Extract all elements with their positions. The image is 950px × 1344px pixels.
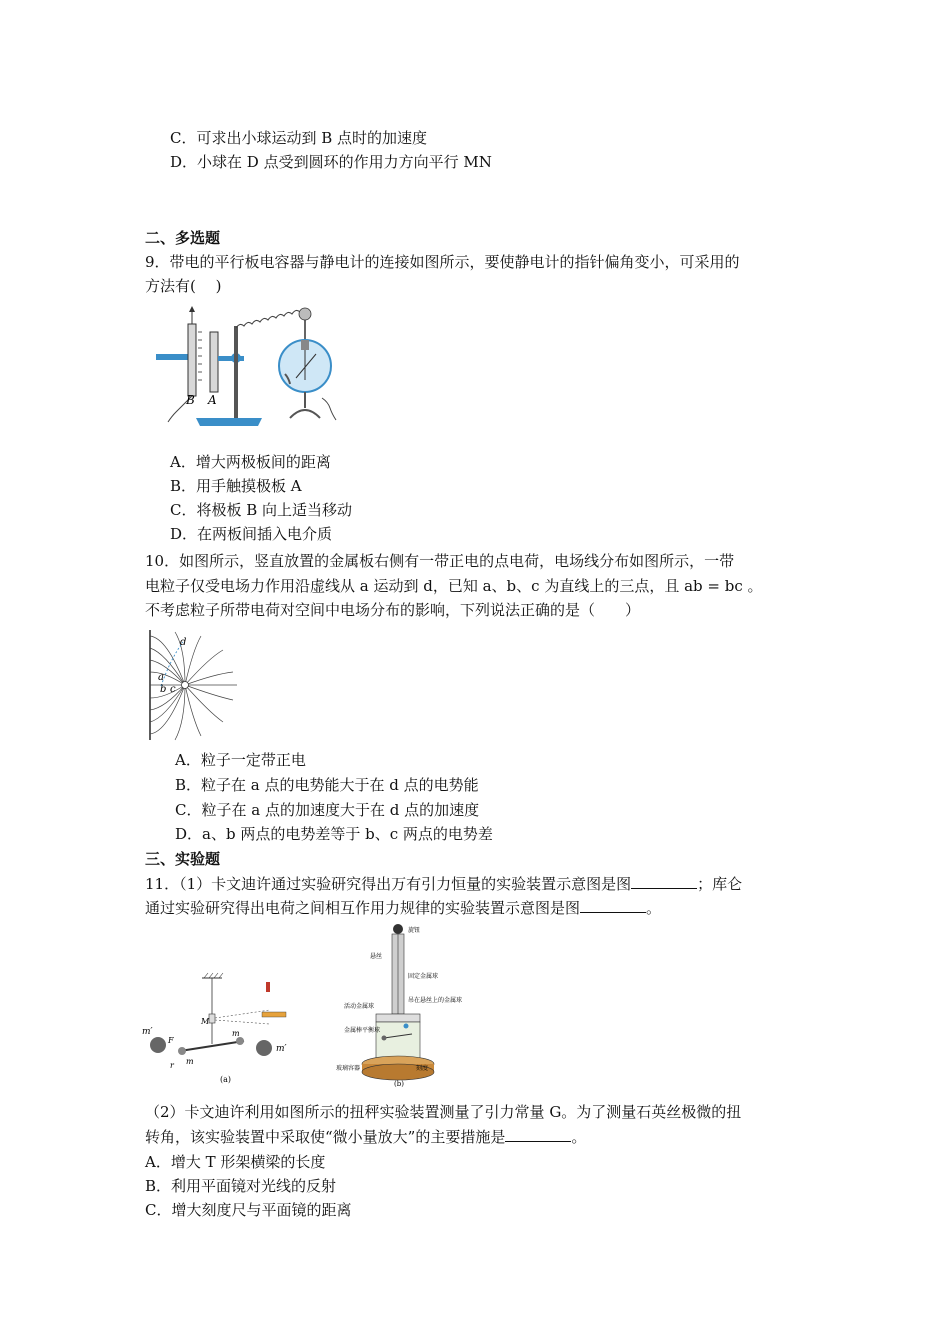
q10-label-d: d [180, 637, 187, 648]
q11-stem-line2-tail: 。 [646, 899, 662, 917]
q9-label-a: A [208, 393, 217, 407]
q9-electrometer-top [301, 340, 309, 350]
q11-part2-line1: （2）卡文迪许利用如图所示的扭秤实验装置测量了引力常量 G。为了测量石英丝极微的扭 [145, 1103, 742, 1121]
q11b-label-scale: 刻度 [416, 1065, 429, 1072]
q11b-hung-ball [382, 1036, 387, 1041]
q10-option-d: D．a、b 两点的电势差等于 b、c 两点的电势差 [175, 825, 493, 843]
q11-stem-line1 [145, 872, 742, 896]
q11a-small-ball-left [178, 1047, 186, 1055]
q11-figure-b [336, 922, 463, 1088]
q11-stem-line1-text: 11．（1）卡文迪许通过实验研究得出万有引力恒量的实验装置示意图是图 [145, 875, 632, 893]
q10-stem-line3: 不考虑粒子所带电荷对空间中电场分布的影响，下列说法正确的是（ ） [145, 601, 641, 619]
q11-option-b: B．利用平面镜对光线的反射 [145, 1177, 337, 1195]
q11a-label-m-right: m [232, 1029, 240, 1038]
q9-label-b: B [186, 393, 195, 407]
q11-stem-line2-text: 通过实验研究得出电荷之间相互作用力规律的实验装置示意图是图 [145, 899, 581, 917]
q9-option-d: D．在两板间插入电介质 [170, 525, 333, 543]
q9-electrometer-feet [290, 410, 320, 418]
q11b-caption: (b) [394, 1080, 404, 1088]
q11a-light-ray-2 [215, 1020, 270, 1024]
q11b-label-moving-ball: 活动金属球 [344, 1003, 375, 1010]
section-title-experiment: 三、实验题 [145, 850, 221, 868]
q11b-label-fixed-ball: 固定金属球 [408, 973, 439, 980]
q11b-label-balance-rod: 金属棒平衡球 [344, 1027, 381, 1034]
q10-option-c: C．粒子在 a 点的加速度大于在 d 点的加速度 [175, 801, 480, 819]
q11-part2-line2-text: 转角，该实验装置中采取使“微小量放大”的主要措施是 [145, 1128, 506, 1146]
q10-point-charge [182, 682, 189, 689]
q9-option-b: B．用手触摸极板 A [170, 477, 302, 495]
q11a-label-F: F [168, 1036, 174, 1045]
q11b-fixed-ball [404, 1024, 409, 1029]
q11a-label-mprime-right: m′ [276, 1044, 287, 1054]
q11a-light-ray-1 [215, 1010, 270, 1018]
q9-stem-line2: 方法有( ) [145, 277, 222, 295]
q11a-big-ball-left [150, 1037, 166, 1053]
q11-figure-a [140, 968, 300, 1088]
q11a-ceiling-hatch [204, 973, 223, 978]
q11a-scale [262, 1012, 286, 1017]
q11a-big-ball-right [256, 1040, 272, 1056]
q8-option-d: D．小球在 D 点受到圆环的作用力方向平行 MN [170, 153, 492, 171]
q11-part2-line2 [145, 1125, 586, 1149]
q11a-caption: (a) [220, 1075, 232, 1084]
q10-option-a: A．粒子一定带正电 [175, 751, 306, 769]
q9-stand-base [196, 418, 262, 426]
q11a-label-M: M [201, 1017, 210, 1026]
q9-option-a: A．增大两极板间的距离 [170, 453, 331, 471]
q11-part2-line2-tail: 。 [571, 1128, 587, 1146]
q11a-light-source [266, 982, 270, 992]
q10-stem-line2: 电粒子仅受电场力作用沿虚线从 a 运动到 d，已知 a、b、c 为直线上的三点，且 ab = bc 。 [145, 577, 763, 595]
q8-option-c: C．可求出小球运动到 B 点时的加速度 [170, 129, 428, 147]
q11b-knob [393, 924, 403, 934]
q9-up-arrow-head [189, 306, 195, 312]
q9-electrometer-knob [299, 308, 311, 320]
q11a-mirror [209, 1014, 215, 1023]
q11-option-a: A．增大 T 形架横梁的长度 [145, 1153, 326, 1171]
q10-option-b: B．粒子在 a 点的电势能大于在 d 点的电势能 [175, 776, 479, 794]
q11a-label-r: r [170, 1061, 174, 1070]
q11-blank-1[interactable] [631, 874, 697, 889]
q9-plate-a [210, 332, 218, 392]
q10-label-c: c [170, 684, 176, 695]
q11-stem-line1-tail: ；库仑 [697, 875, 743, 893]
q11b-label-hung-ball: 吊在悬丝上的金属球 [408, 997, 463, 1004]
q11b-label-wire: 悬丝 [370, 953, 383, 960]
q9-plus-charges [198, 332, 202, 380]
q9-connecting-wire [236, 308, 308, 328]
q9-stand-pole [234, 326, 238, 420]
q11a-label-m-left: m [186, 1057, 194, 1066]
q11b-label-container: 玻璃容器 [336, 1065, 361, 1072]
q11-blank-3[interactable] [505, 1127, 571, 1142]
q11-blank-2[interactable] [580, 898, 646, 913]
q9-left-rod [156, 354, 188, 360]
q11a-small-ball-right [236, 1037, 244, 1045]
q10-field-figure [145, 628, 245, 743]
q9-capacitor-figure [150, 302, 350, 432]
q11b-lid [376, 1014, 420, 1022]
q10-label-b: b [160, 684, 167, 695]
q11-option-c: C．增大刻度尺与平面镜的距离 [145, 1201, 352, 1219]
q11b-label-knob: 旋钮 [408, 927, 421, 934]
section-title-multi: 二、多选题 [145, 229, 221, 247]
q11-stem-line2 [145, 896, 661, 920]
q9-ground-wire-right [322, 398, 336, 420]
q9-stem-line1: 9．带电的平行板电容器与静电计的连接如图所示，要使静电计的指针偏角变小，可采用的 [145, 253, 740, 271]
q10-label-a: a [158, 672, 164, 683]
q10-stem-line1: 10．如图所示，竖直放置的金属板右侧有一带正电的点电荷，电场线分布如图所示，一带 [145, 552, 735, 570]
q9-option-c: C．将极板 B 向上适当移动 [170, 501, 353, 519]
q11a-label-mprime-left: m′ [142, 1027, 153, 1037]
q9-plate-b [188, 324, 196, 396]
